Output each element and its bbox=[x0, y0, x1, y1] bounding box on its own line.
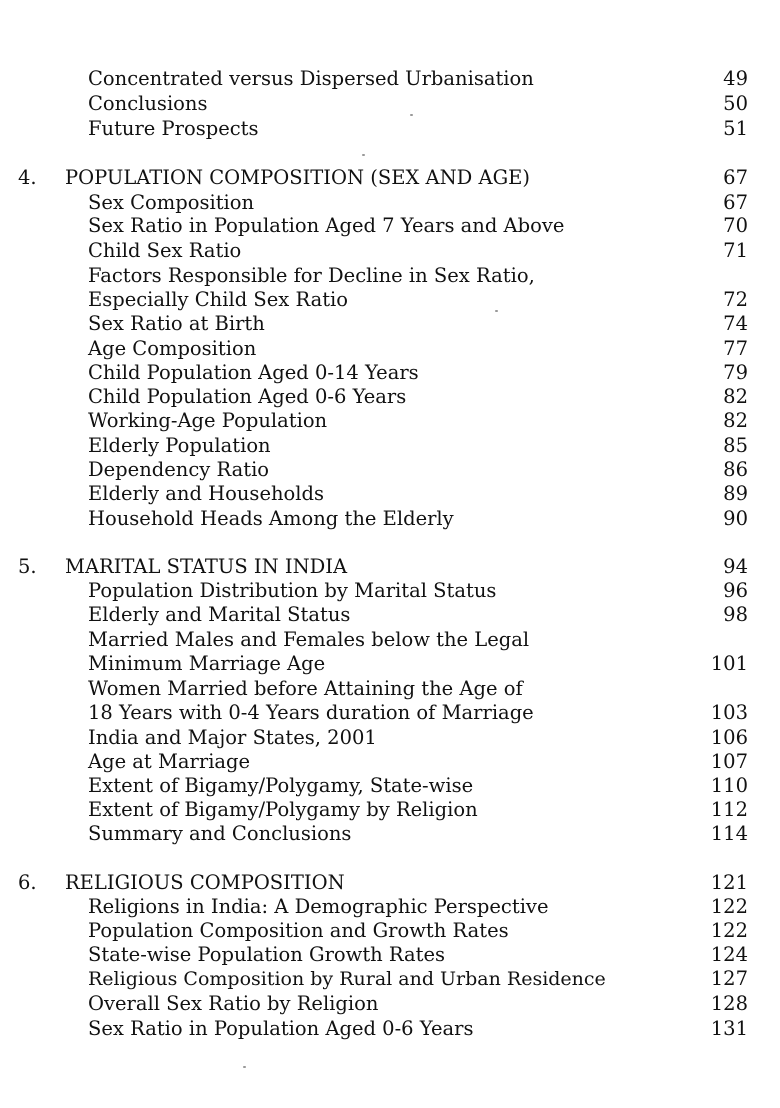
toc-chapter-heading bbox=[0, 554, 780, 580]
chapter-title: POPULATION COMPOSITION (SEX AND AGE) bbox=[65, 166, 531, 189]
toc-entry-page: 127 bbox=[710, 967, 748, 990]
toc-entry-page: 77 bbox=[723, 337, 748, 360]
toc-entry bbox=[0, 360, 780, 386]
toc-entry bbox=[0, 676, 780, 702]
toc-entry bbox=[0, 336, 780, 362]
toc-entry-label: India and Major States, 2001 bbox=[88, 726, 377, 749]
chapter-page: 94 bbox=[723, 555, 748, 578]
toc-entry-label: Extent of Bigamy/Polygamy by Religion bbox=[88, 798, 478, 821]
toc-entry-label: Women Married before Attaining the Age of bbox=[88, 677, 523, 700]
toc-entry-page: 110 bbox=[710, 774, 748, 797]
toc-entry bbox=[0, 457, 780, 483]
scan-speck bbox=[495, 310, 498, 312]
toc-entry-label: Sex Ratio in Population Aged 7 Years and Above bbox=[88, 214, 565, 237]
toc-entry bbox=[0, 213, 780, 239]
toc-entry bbox=[0, 263, 780, 289]
toc-chapter-heading bbox=[0, 165, 780, 191]
toc-entry-page: 131 bbox=[710, 1017, 748, 1040]
toc-entry-page: 85 bbox=[723, 434, 748, 457]
toc-entry bbox=[0, 942, 780, 968]
toc-entry-label: Religions in India: A Demographic Perspective bbox=[88, 895, 549, 918]
toc-entry-page: 122 bbox=[710, 895, 748, 918]
toc-entry bbox=[0, 238, 780, 264]
toc-entry-page: 67 bbox=[723, 191, 748, 214]
toc-entry bbox=[0, 918, 780, 944]
toc-entry-page: 90 bbox=[723, 507, 748, 530]
toc-entry-page: 128 bbox=[710, 992, 748, 1015]
scan-speck bbox=[243, 1066, 246, 1068]
toc-entry bbox=[0, 116, 780, 142]
toc-entry-page: 96 bbox=[723, 579, 748, 602]
toc-entry-page: 89 bbox=[723, 482, 748, 505]
toc-entry-label: Elderly Population bbox=[88, 434, 271, 457]
toc-entry bbox=[0, 966, 780, 992]
chapter-page: 121 bbox=[710, 871, 748, 894]
toc-entry-label: Dependency Ratio bbox=[88, 458, 270, 481]
toc-entry-label: Future Prospects bbox=[88, 117, 259, 140]
toc-entry bbox=[0, 725, 780, 751]
toc-entry bbox=[0, 821, 780, 847]
toc-entry-label: Age at Marriage bbox=[88, 750, 251, 773]
chapter-title: MARITAL STATUS IN INDIA bbox=[65, 555, 348, 578]
chapter-number: 6. bbox=[18, 871, 37, 894]
toc-entry-label: Overall Sex Ratio by Religion bbox=[88, 992, 379, 1015]
toc-entry-label: Conclusions bbox=[88, 92, 208, 115]
toc-entry-label: Extent of Bigamy/Polygamy, State-wise bbox=[88, 774, 474, 797]
chapter-title: RELIGIOUS COMPOSITION bbox=[65, 871, 345, 894]
toc-entry-label: Sex Composition bbox=[88, 191, 255, 214]
toc-entry-label: Concentrated versus Dispersed Urbanisation bbox=[88, 67, 534, 90]
toc-entry bbox=[0, 602, 780, 628]
toc-entry-page: 79 bbox=[723, 361, 748, 384]
toc-entry-page: 70 bbox=[723, 214, 748, 237]
toc-entry-page: 82 bbox=[723, 385, 748, 408]
toc-chapter-heading bbox=[0, 870, 780, 896]
toc-entry-label: Elderly and Marital Status bbox=[88, 603, 351, 626]
toc-entry-page: 71 bbox=[723, 239, 748, 262]
toc-entry bbox=[0, 433, 780, 459]
toc-entry bbox=[0, 651, 780, 677]
toc-entry-page: 50 bbox=[723, 92, 748, 115]
toc-entry-page: 122 bbox=[710, 919, 748, 942]
toc-entry-label: Married Males and Females below the Legal bbox=[88, 628, 530, 651]
toc-entry bbox=[0, 311, 780, 337]
toc-entry bbox=[0, 384, 780, 410]
toc-entry-label: State-wise Population Growth Rates bbox=[88, 943, 446, 966]
toc-entry-page: 82 bbox=[723, 409, 748, 432]
toc-entry bbox=[0, 506, 780, 532]
toc-entry-label: Especially Child Sex Ratio bbox=[88, 288, 349, 311]
toc-entry-page: 74 bbox=[723, 312, 748, 335]
toc-entry-page: 98 bbox=[723, 603, 748, 626]
toc-entry-label: Sex Ratio in Population Aged 0-6 Years bbox=[88, 1017, 474, 1040]
toc-entry-label: Working-Age Population bbox=[88, 409, 328, 432]
toc-entry bbox=[0, 578, 780, 604]
toc-entry-page: 86 bbox=[723, 458, 748, 481]
toc-entry-label: Minimum Marriage Age bbox=[88, 652, 326, 675]
chapter-number: 4. bbox=[18, 166, 37, 189]
toc-entry-label: Population Composition and Growth Rates bbox=[88, 919, 509, 942]
toc-entry-label: Age Composition bbox=[88, 337, 257, 360]
toc-entry bbox=[0, 991, 780, 1017]
toc-entry-label: Child Population Aged 0-6 Years bbox=[88, 385, 407, 408]
toc-entry-page: 112 bbox=[710, 798, 748, 821]
toc-entry bbox=[0, 894, 780, 920]
toc-entry bbox=[0, 700, 780, 726]
toc-entry-page: 124 bbox=[710, 943, 748, 966]
toc-entry-label: Factors Responsible for Decline in Sex Ratio, bbox=[88, 264, 535, 287]
toc-entry bbox=[0, 408, 780, 434]
toc-entry-page: 101 bbox=[710, 652, 748, 675]
toc-entry bbox=[0, 1016, 780, 1042]
toc-entry-label: Household Heads Among the Elderly bbox=[88, 507, 454, 530]
chapter-number: 5. bbox=[18, 555, 37, 578]
toc-entry-page: 103 bbox=[710, 701, 748, 724]
toc-entry bbox=[0, 773, 780, 799]
toc-entry-page: 106 bbox=[710, 726, 748, 749]
scan-speck bbox=[362, 154, 365, 156]
toc-entry-page: 114 bbox=[710, 822, 748, 845]
chapter-page: 67 bbox=[723, 166, 748, 189]
toc-entry-label: Religious Composition by Rural and Urban Residence bbox=[88, 968, 606, 990]
toc-entry-label: Population Distribution by Marital Status bbox=[88, 579, 497, 602]
toc-entry-page: 107 bbox=[710, 750, 748, 773]
toc-entry-label: Child Sex Ratio bbox=[88, 239, 242, 262]
toc-entry bbox=[0, 797, 780, 823]
toc-entry bbox=[0, 481, 780, 507]
toc-entry bbox=[0, 627, 780, 653]
toc-entry-label: Summary and Conclusions bbox=[88, 822, 352, 845]
toc-entry-page: 51 bbox=[723, 117, 748, 140]
toc-entry bbox=[0, 287, 780, 313]
toc-entry bbox=[0, 749, 780, 775]
toc-entry-page: 72 bbox=[723, 288, 748, 311]
scan-speck bbox=[410, 114, 413, 116]
toc-entry bbox=[0, 91, 780, 117]
toc-entry-label: Elderly and Households bbox=[88, 482, 325, 505]
toc-entry bbox=[0, 66, 780, 92]
toc-entry-page: 49 bbox=[723, 67, 748, 90]
toc-entry-label: 18 Years with 0-4 Years duration of Marriage bbox=[88, 701, 534, 724]
toc-entry-label: Sex Ratio at Birth bbox=[88, 312, 265, 335]
toc-entry-label: Child Population Aged 0-14 Years bbox=[88, 361, 419, 384]
